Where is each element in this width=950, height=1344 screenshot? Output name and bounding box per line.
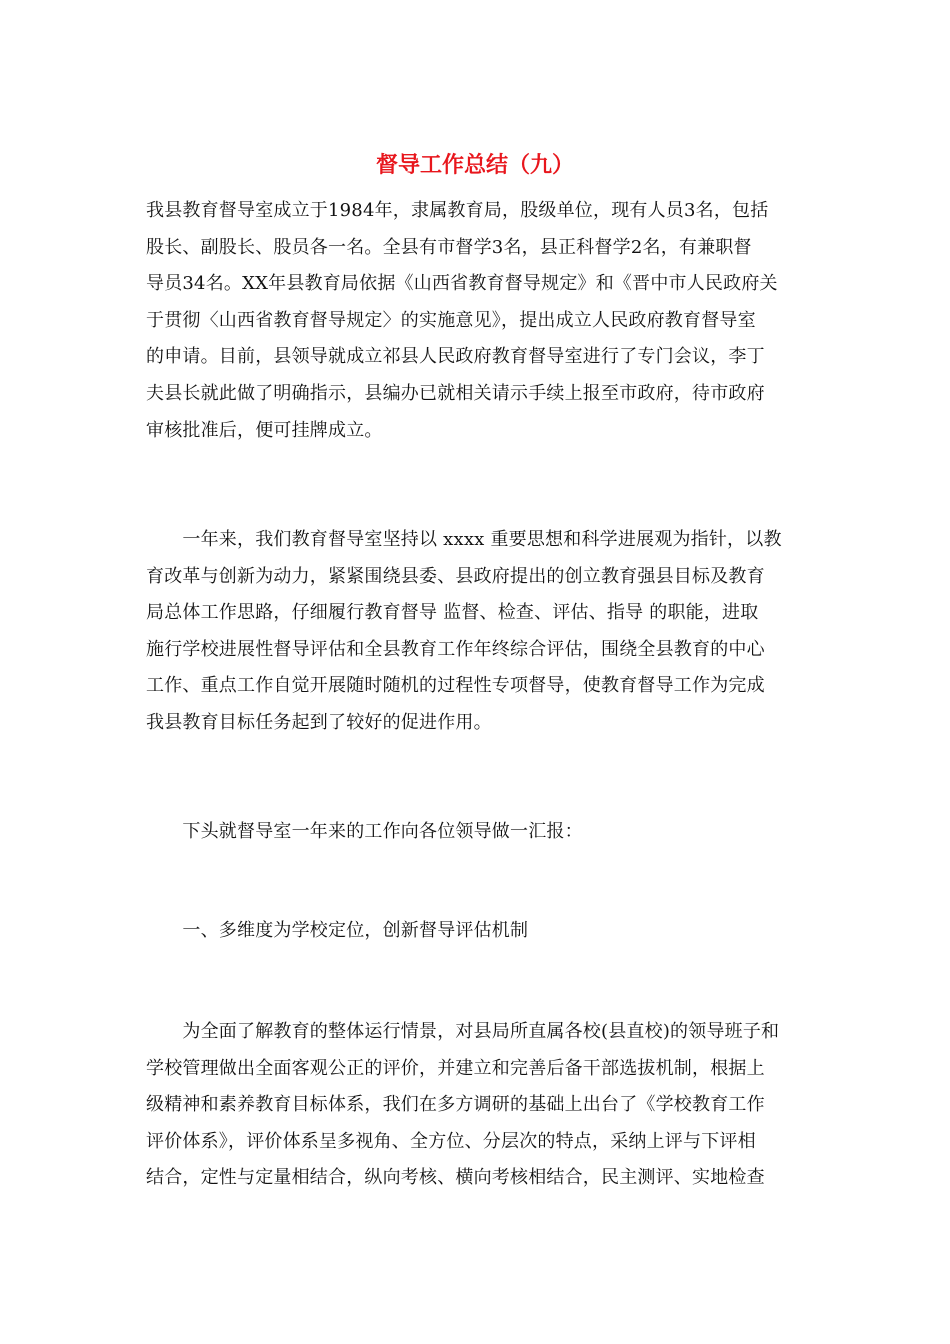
text-line: 级精神和素养教育目标体系，我们在多方调研的基础上出台了《学校教育工作 — [146, 1094, 765, 1116]
text-line: 结合，定性与定量相结合，纵向考核、横向考核相结合，民主测评、实地检查 — [146, 1167, 765, 1189]
text-line: 我县教育督导室成立于1984年，隶属教育局，股级单位，现有人员3名，包括 — [146, 200, 769, 221]
text-line: 学校管理做出全面客观公正的评价，并建立和完善后备干部选拔机制，根据上 — [146, 1057, 765, 1079]
paragraph-overview — [146, 522, 806, 742]
text-line: 一、多维度为学校定位，创新督导评估机制 — [146, 920, 529, 941]
text-line: 评价体系》，评价体系呈多视角、全方位、分层次的特点，采纳上评与下评相 — [146, 1130, 756, 1152]
text-line: 育改革与创新为动力，紧紧围绕县委、县政府提出的创立教育强县目标及教育 — [146, 565, 765, 587]
text-line: 导员34名。XX年县教育局依据《山西省教育督导规定》和《晋中市人民政府关 — [146, 273, 778, 295]
text-line: 局总体工作思路，仔细履行教育督导 监督、检查、评估、指导 的职能，进取 — [146, 602, 759, 624]
text-line: 为全面了解教育的整体运行情景，对县局所直属各校(县直校)的领导班子和 — [146, 1021, 780, 1042]
text-line: 一年来，我们教育督导室坚持以 xxxx 重要思想和科学进展观为指针，以教 — [146, 529, 782, 550]
document-title: 督导工作总结（九） — [375, 153, 574, 178]
text-line: 的申请。目前，县领导就成立祁县人民政府教育督导室进行了专门会议，李丁 — [146, 346, 765, 368]
text-line: 施行学校进展性督导评估和全县教育工作年终综合评估，围绕全县教育的中心 — [146, 638, 765, 660]
text-line: 股长、副股长、股员各一名。全县有市督学3名，县正科督学2名，有兼职督 — [146, 236, 752, 258]
paragraph-intro — [146, 193, 806, 449]
text-line: 审核批准后，便可挂牌成立。 — [146, 419, 383, 441]
text-line: 于贯彻〈山西省教育督导规定〉的实施意见》，提出成立人民政府教育督导室 — [146, 309, 756, 331]
paragraph-report-intro — [146, 814, 806, 851]
text-line: 下头就督导室一年来的工作向各位领导做一汇报： — [146, 821, 583, 842]
paragraph-section-1 — [146, 1014, 806, 1197]
text-line: 夫县长就此做了明确指示，县编办已就相关请示手续上报至市政府，待市政府 — [146, 382, 765, 404]
text-line: 我县教育目标任务起到了较好的促进作用。 — [146, 711, 492, 733]
text-line: 工作、重点工作自觉开展随时随机的过程性专项督导，使教育督导工作为完成 — [146, 675, 765, 697]
section-heading-1 — [146, 913, 806, 950]
